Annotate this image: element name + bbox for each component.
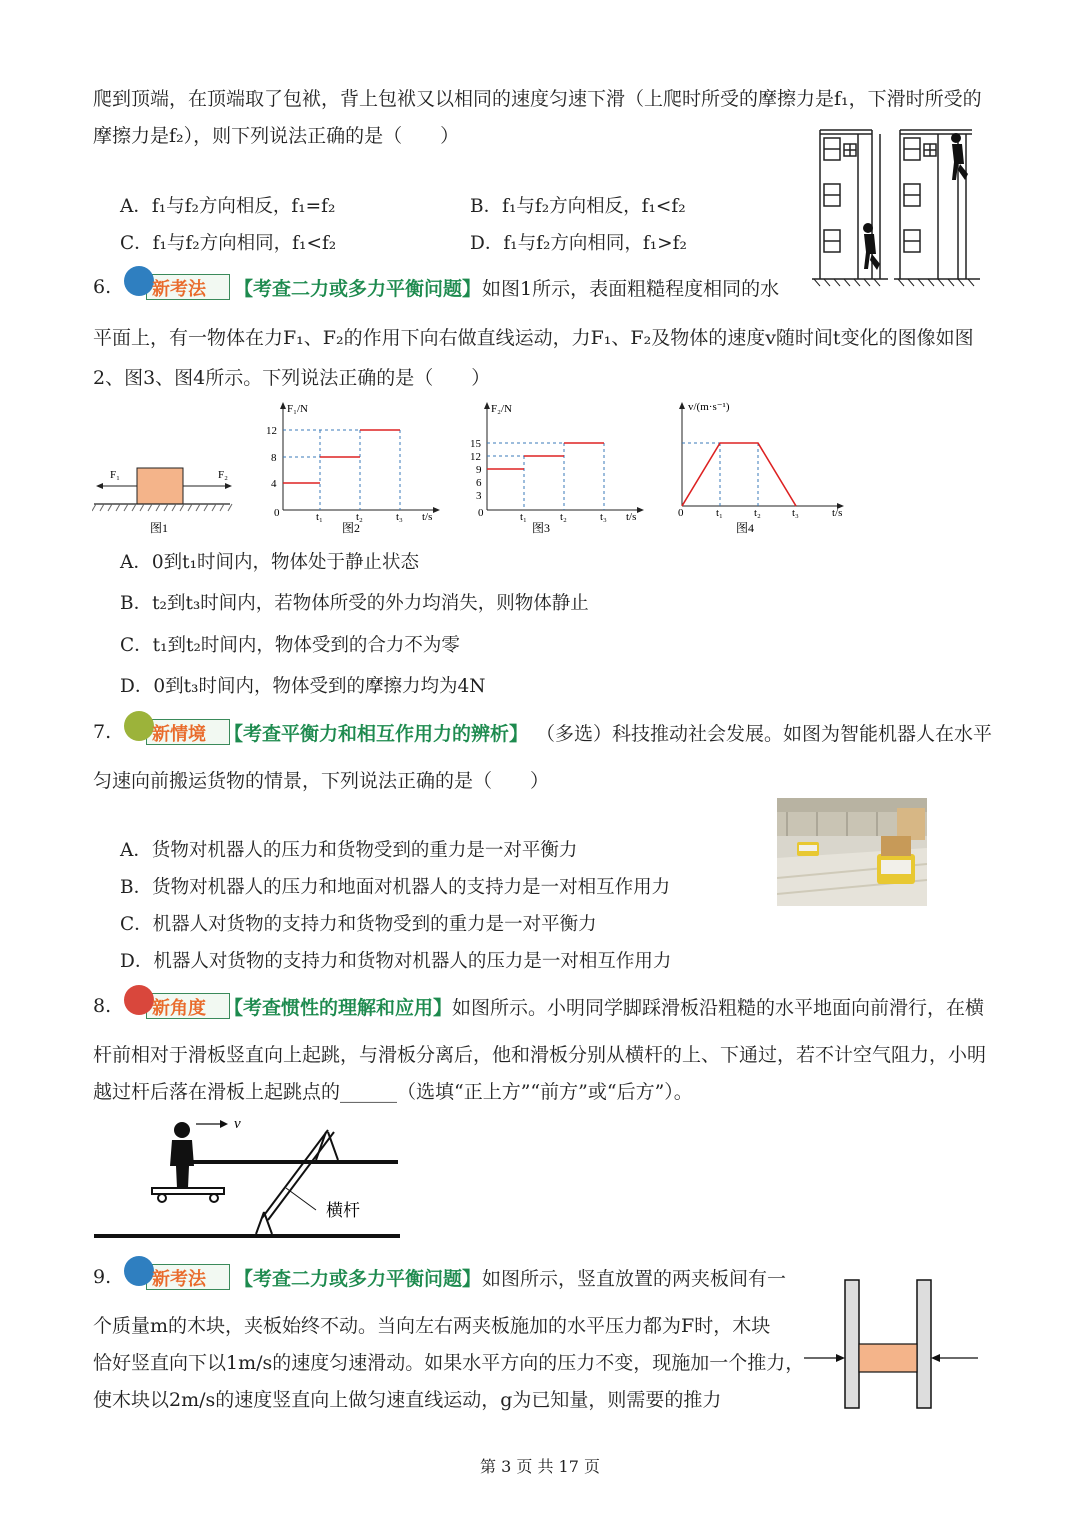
q7-badge: [122, 715, 230, 745]
q8-badge-label: 新角度: [152, 998, 206, 1019]
fig4-xlabel: t/s: [832, 507, 843, 519]
q6-line2: 平面上，有一物体在力F₁、F₂的作用下向右做直线运动，力F₁、F₂及物体的速度v随时间t变化的图像如图: [93, 327, 974, 349]
q5-line1: 爬到顶端，在顶端取了包袱，背上包袱又以相同的速度匀速下滑（上爬时所受的摩擦力是f₁，下滑时所受的: [93, 88, 982, 110]
q6-badge: [122, 270, 230, 300]
fig3-ytick-12: 12: [470, 451, 481, 463]
q7-badge-label: 新情境: [152, 724, 206, 745]
q9-badge: [122, 1260, 230, 1290]
q7-line1: （多选）科技推动社会发展。如图为智能机器人在水平: [536, 723, 993, 745]
q9-number: 9.: [93, 1266, 112, 1288]
fig4-xtick-t3: t₃: [792, 507, 799, 519]
fig2-caption: 图2: [342, 521, 361, 535]
fig4-xtick-t2: t₂: [754, 507, 761, 519]
q6-number: 6.: [93, 276, 112, 298]
fig2-origin: 0: [274, 507, 280, 519]
fig2-xtick-t3: t₃: [396, 511, 403, 523]
climber-figure: [810, 124, 982, 292]
q8-badge: [122, 989, 230, 1019]
fig4-xtick-t1: t₁: [716, 507, 723, 519]
fig3-ytick-6: 6: [476, 477, 482, 489]
fig1-caption: 图1: [150, 521, 169, 535]
q9-line1: 如图所示，竖直放置的两夹板间有一: [482, 1268, 787, 1290]
person-silhouette: [170, 1122, 194, 1188]
fig4-velocity-graph: [662, 398, 852, 538]
q5-option-a: A．f₁与f₂方向相反，f₁=f₂: [120, 196, 336, 217]
q9-line4: 使木块以2m/s的速度竖直向上做匀速直线运动，g为已知量，则需要的推力: [93, 1389, 722, 1411]
warehouse-robot-photo: [777, 798, 927, 906]
fig3-f2-series: [487, 443, 604, 469]
fig2-xtick-t1: t₁: [316, 511, 323, 523]
fig3-ytick-3: 3: [476, 490, 482, 502]
q7-topic: 【考查平衡力和相互作用力的辨析】: [224, 723, 529, 745]
fig3-ytick-9: 9: [476, 464, 482, 476]
q8-number: 8.: [93, 995, 112, 1017]
q9-badge-label: 新考法: [152, 1269, 206, 1290]
fig4-ylabel: v/(m·s⁻¹): [688, 401, 730, 413]
fig1-block-forces: [92, 455, 238, 537]
fig1-f1-label: F₁: [110, 469, 120, 481]
q6-topic: 【考查二力或多力平衡问题】: [234, 278, 482, 300]
q8-line3: 越过杆后落在滑板上起跳点的______（选填“正上方”“前方”或“后方”）。: [93, 1081, 693, 1103]
fig3-ylabel: F₂/N: [491, 403, 512, 415]
pen-icon: [124, 1256, 154, 1286]
q5-option-c: C．f₁与f₂方向相同，f₁<f₂: [120, 233, 337, 254]
q7-option-b: B．货物对机器人的压力和地面对机器人的支持力是一对相互作用力: [120, 877, 671, 898]
q6-option-c: C．t₁到t₂时间内，物体受到的合力不为零: [120, 635, 460, 656]
fig4-caption: 图4: [736, 521, 755, 535]
clamp-plates-figure: [800, 1276, 984, 1412]
fig2-ytick-4: 4: [271, 478, 277, 490]
q8-topic: 【考查惯性的理解和应用】: [224, 997, 453, 1019]
page-footer: 第 3 页 共 17 页: [480, 1457, 600, 1476]
q6-option-a: A．0到t₁时间内，物体处于静止状态: [120, 552, 419, 573]
skateboard-crossbar-figure: [90, 1108, 410, 1242]
q7-option-a: A．货物对机器人的压力和货物受到的重力是一对平衡力: [120, 840, 578, 861]
fig2-ylabel: F₁/N: [287, 403, 308, 415]
q6-option-b: B．t₂到t₃时间内，若物体所受的外力均消失，则物体静止: [120, 593, 589, 614]
q7-option-d: D．机器人对货物的支持力和货物对机器人的压力是一对相互作用力: [120, 951, 672, 972]
fig3-xtick-t2: t₂: [560, 511, 567, 523]
fig4-velocity-line: [682, 443, 796, 506]
q9-line2: 个质量m的木块，夹板始终不动。当向左右两夹板施加的水平压力都为F时，木块: [93, 1315, 771, 1337]
q5-line2: 摩擦力是f₂），则下列说法正确的是（ ）: [93, 125, 460, 147]
fig1-f2-label: F₂: [218, 469, 228, 481]
q9-line3: 恰好竖直向下以1m/s的速度匀速滑动。如果水平方向的压力不变，现施加一个推力，: [93, 1352, 805, 1374]
bulb-icon: [124, 711, 154, 741]
q9-topic: 【考查二力或多力平衡问题】: [234, 1268, 482, 1290]
pen-icon: [124, 266, 154, 296]
q5-option-b: B．f₁与f₂方向相反，f₁<f₂: [470, 196, 686, 217]
crossbar-label: 横杆: [326, 1201, 360, 1220]
fig3-xlabel: t/s: [626, 511, 637, 523]
fig2-ytick-8: 8: [271, 452, 277, 464]
fig3-f2-graph: [462, 398, 652, 538]
q8-line2: 杆前相对于滑板竖直向上起跳，与滑板分离后，他和滑板分别从横杆的上、下通过，若不计空气阻力，小明: [93, 1044, 987, 1066]
fig4-origin: 0: [678, 507, 684, 519]
q5-option-d: D．f₁与f₂方向相同，f₁>f₂: [470, 233, 687, 254]
fig3-ytick-15: 15: [470, 438, 481, 450]
fig3-origin: 0: [478, 507, 484, 519]
q7-number: 7.: [93, 721, 112, 743]
fig2-f1-graph: [258, 398, 448, 538]
fig2-ytick-12: 12: [266, 425, 277, 437]
fig3-xtick-t3: t₃: [600, 511, 607, 523]
star-icon: [124, 985, 154, 1015]
q8-line1: 如图所示。小明同学脚踩滑板沿粗糙的水平地面向前滑行，在横: [452, 997, 985, 1019]
q7-option-c: C．机器人对货物的支持力和货物受到的重力是一对平衡力: [120, 914, 597, 935]
q6-option-d: D．0到t₃时间内，物体受到的摩擦力均为4N: [120, 676, 486, 697]
fig3-caption: 图3: [532, 521, 551, 535]
q7-line2: 匀速向前搬运货物的情景，下列说法正确的是（ ）: [93, 770, 550, 792]
q6-line1: 如图1所示，表面粗糙程度相同的水: [482, 278, 780, 300]
fig2-f1-series: [283, 430, 400, 483]
q6-badge-label: 新考法: [152, 279, 206, 300]
fig2-xlabel: t/s: [422, 511, 433, 523]
fig2-xtick-t2: t₂: [356, 511, 363, 523]
velocity-label: v: [234, 1116, 241, 1132]
q6-line3: 2、图3、图4所示。下列说法正确的是（ ）: [93, 367, 491, 389]
fig3-xtick-t1: t₁: [520, 511, 527, 523]
